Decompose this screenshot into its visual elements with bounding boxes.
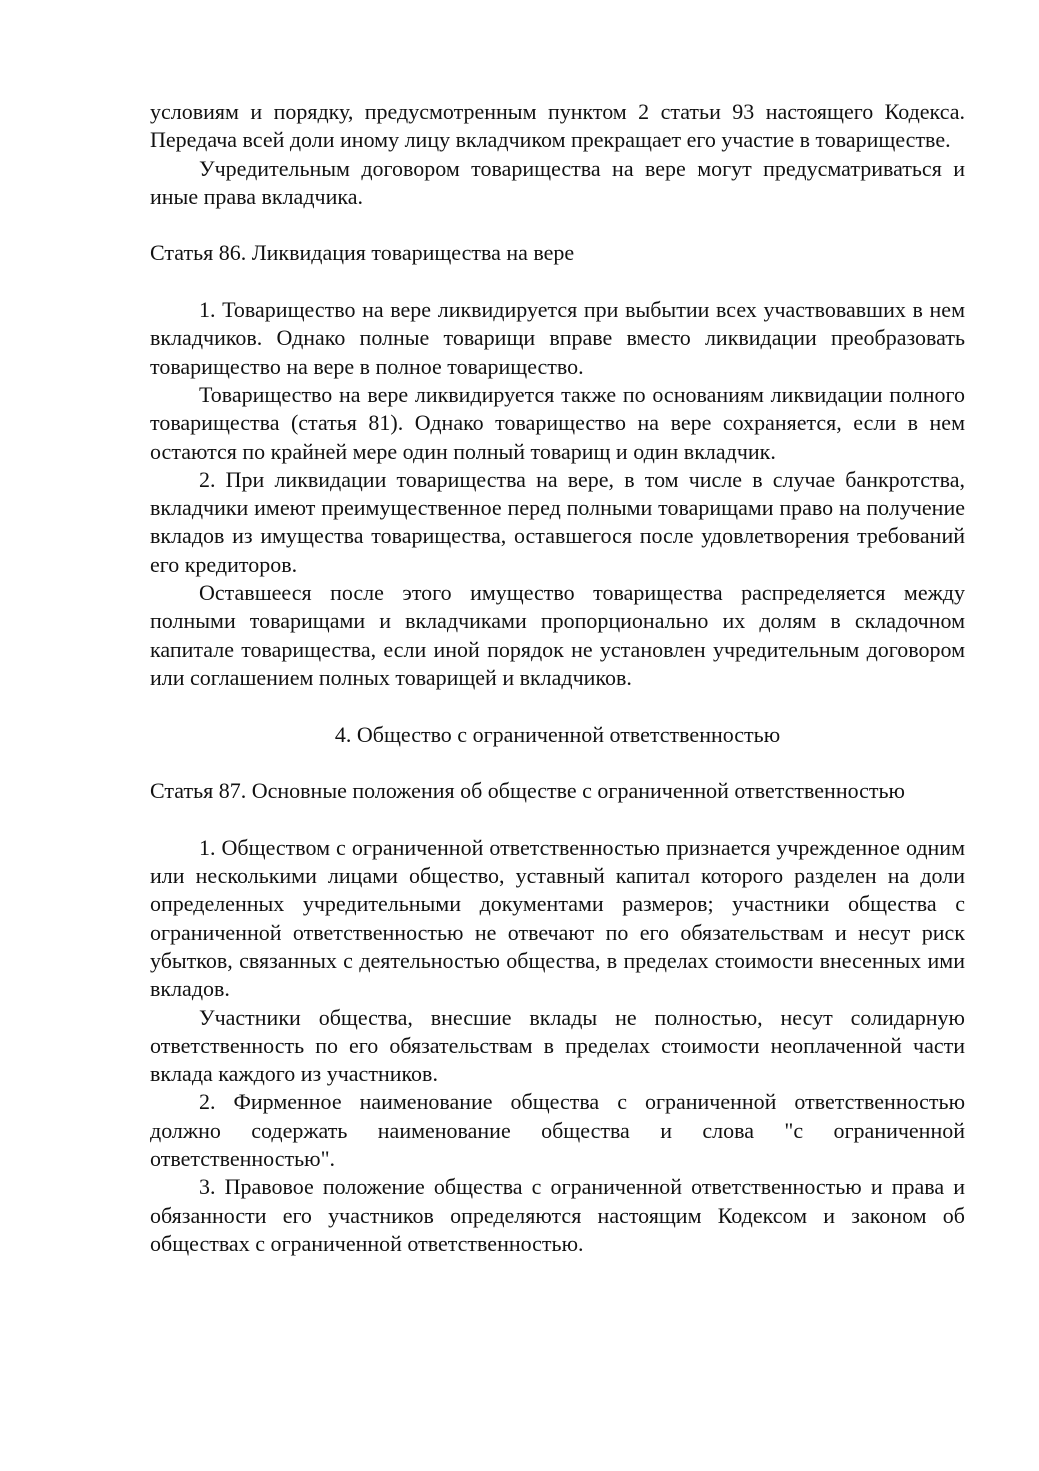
article-86-paragraph-2: Товарищество на вере ликвидируется также по основаниям ликвидации полного товарищества (статья 81). Однако товарищество на вере сохраняется, если в нем остаются по крайней мере один полный товарищ и один вкладчик. — [150, 381, 965, 464]
spacer — [150, 805, 965, 833]
document-page — [150, 98, 965, 1258]
article-86-title: Статья 86. Ликвидация товарищества на вере — [150, 240, 575, 266]
article-87-paragraph-1: 1. Обществом с ограниченной ответственностью признается учрежденное одним или несколькими лицами общество, уставный капитал которого разделен на доли определенных учредительными документами размеров; участники общества с ограниченной ответственностью не отвечают по его обязательствам и несут риск убытков, связанных с деятельностью общества, в пределах стоимости внесенных ими вкладов. — [150, 834, 965, 1002]
article-87-paragraph-3: 2. Фирменное наименование общества с ограниченной ответственностью должно содержать наименование общества и слова "с ограниченной ответственностью". — [150, 1089, 965, 1171]
spacer — [150, 749, 965, 777]
article-86-paragraph-4: Оставшееся после этого имущество товарищества распределяется между полными товарищами и вкладчиками пропорционально их долям в складочном капитале товарищества, если иной порядок не установлен учредительным договором или соглашением полных товарищей и вкладчиков. — [150, 580, 965, 690]
spacer — [150, 268, 965, 296]
article-87-paragraph-4: 3. Правовое положение общества с ограниченной ответственностью и права и обязанности его участников определяются настоящим Кодексом и законом об обществах с ограниченной ответственностью. — [150, 1174, 965, 1256]
section-4-title: 4. Общество с ограниченной ответственностью — [334, 721, 781, 747]
paragraph-intro-rights: Учредительным договором товарищества на вере могут предусматриваться и иные права вкладчика. — [150, 155, 965, 209]
paragraph-intro-continuation: условиям и порядку, предусмотренным пунктом 2 статьи 93 настоящего Кодекса. Передача всей доли иному лицу вкладчиком прекращает его участие в товариществе. — [150, 99, 965, 153]
article-86-paragraph-3: 2. При ликвидации товарищества на вере, в том числе в случае банкротства, вкладчики имеют преимущественное перед полными товарищами право на получение вкладов из имущества товарищества, оставшегося после удовлетворения требований его кредиторов. — [150, 466, 965, 577]
spacer — [150, 211, 965, 239]
article-86-paragraph-1: 1. Товарищество на вере ликвидируется при выбытии всех участвовавших в нем вкладчиков. Однако полные товарищи вправе вместо ликвидации преобразовать товарищество на вере в полное товарищество. — [150, 297, 965, 379]
article-87-title: Статья 87. Основные положения об обществе с ограниченной ответственностью — [150, 778, 905, 804]
article-87-paragraph-2: Участники общества, внесшие вклады не полностью, несут солидарную ответственность по его обязательствам в пределах стоимости неоплаченной части вклада каждого из участников. — [150, 1004, 965, 1087]
spacer — [150, 692, 965, 720]
